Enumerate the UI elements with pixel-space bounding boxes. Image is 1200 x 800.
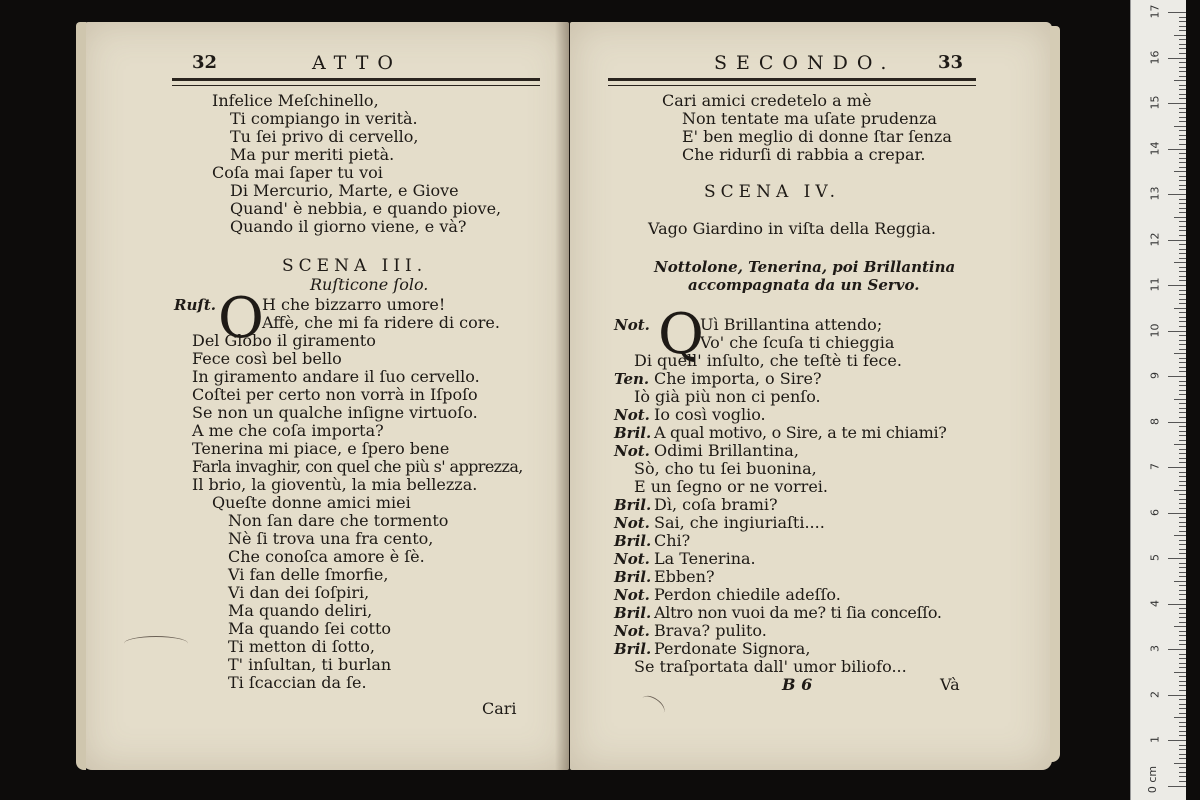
dialogue-line: Brava? pulito. bbox=[654, 621, 767, 640]
ruler-tick bbox=[1179, 540, 1186, 541]
speaker-label: Bril. bbox=[614, 568, 652, 586]
verse-line: Queſte donne amici miei bbox=[212, 493, 411, 512]
ruler-tick bbox=[1179, 235, 1186, 236]
verse-line: Ma pur meriti pietà. bbox=[230, 145, 395, 164]
ruler-tick bbox=[1179, 481, 1186, 482]
verse-line: Il brio, la gioventù, la mia bellezza. bbox=[192, 475, 478, 494]
speaker-label: Bril. bbox=[614, 424, 652, 442]
ruler-tick bbox=[1168, 376, 1186, 377]
ruler-tick bbox=[1179, 253, 1186, 254]
ruler-tick bbox=[1179, 144, 1186, 145]
verse-line: Tenerina mi piace, e ſpero bene bbox=[192, 439, 450, 458]
ruler-tick bbox=[1179, 553, 1186, 554]
ruler-tick bbox=[1179, 208, 1186, 209]
ruler-tick bbox=[1179, 590, 1186, 591]
scene-title-left: SCENA III. bbox=[282, 256, 428, 276]
dialogue-line: Ebben? bbox=[654, 567, 715, 586]
ruler-tick bbox=[1179, 745, 1186, 746]
header-rule-right-thin bbox=[608, 85, 976, 86]
catchword-left: Cari bbox=[482, 699, 517, 718]
ruler-tick bbox=[1179, 385, 1186, 386]
verse-line: Ma quando deliri, bbox=[228, 601, 373, 620]
ruler-tick bbox=[1179, 153, 1186, 154]
verse-line: Farla invaghir, con quel che più s' apprezza, bbox=[192, 457, 523, 476]
ruler-tick bbox=[1179, 94, 1186, 95]
ruler-tick bbox=[1179, 685, 1186, 686]
ruler-number: 15 bbox=[1148, 95, 1162, 110]
ruler-tick bbox=[1179, 221, 1186, 222]
ruler-tick bbox=[1174, 399, 1186, 400]
ruler-tick bbox=[1179, 367, 1186, 368]
speaker-label: Bril. bbox=[614, 604, 652, 622]
ruler-tick bbox=[1179, 676, 1186, 677]
ruler-tick bbox=[1168, 604, 1186, 605]
verse-line: Quando il giorno viene, e và? bbox=[230, 217, 467, 236]
dialogue-line: Di quell' inſulto, che teſtè ti fece. bbox=[634, 351, 902, 370]
ruler-tick bbox=[1179, 735, 1186, 736]
ruler-tick bbox=[1179, 349, 1186, 350]
ruler-tick bbox=[1179, 754, 1186, 755]
speaker-label: Not. bbox=[614, 586, 650, 604]
verse-line: Fece così bel bello bbox=[192, 349, 342, 368]
verse-line: Quand' è nebbia, e quando piove, bbox=[230, 199, 502, 218]
ruler-tick bbox=[1179, 453, 1186, 454]
ruler-tick bbox=[1174, 217, 1186, 218]
ruler-tick bbox=[1179, 640, 1186, 641]
ruler-number: 16 bbox=[1148, 50, 1162, 64]
dialogue-line: Vo' che ſcuſa ti chieggia bbox=[700, 333, 895, 352]
page-number-right: 33 bbox=[938, 52, 964, 73]
ruler-tick bbox=[1174, 262, 1186, 263]
ruler-tick bbox=[1179, 53, 1186, 54]
ruler-number: 14 bbox=[1148, 141, 1162, 155]
ruler-tick bbox=[1179, 658, 1186, 659]
characters-line: accompagnata da un Servo. bbox=[688, 276, 920, 294]
ruler-tick bbox=[1179, 544, 1186, 545]
ruler-tick bbox=[1179, 617, 1186, 618]
ruler-number: 1 bbox=[1148, 736, 1162, 743]
ruler-tick bbox=[1179, 317, 1186, 318]
verse-line: Di Mercurio, Marte, e Giove bbox=[230, 181, 459, 200]
drop-cap-right: Q bbox=[658, 302, 704, 367]
header-rule-left bbox=[172, 78, 540, 81]
dialogue-line: Altro non vuoi da me? ti ſia conceſſo. bbox=[654, 603, 942, 622]
ruler-tick bbox=[1179, 135, 1186, 136]
scene-setting: Vago Giardino in viſta della Reggia. bbox=[648, 219, 937, 238]
verse-line: Infelice Meſchinello, bbox=[212, 91, 379, 110]
ruler-tick bbox=[1179, 321, 1186, 322]
ruler-tick bbox=[1179, 162, 1186, 163]
ruler-tick bbox=[1179, 189, 1186, 190]
verse-line: E' ben meglio di donne ſtar ſenza bbox=[682, 127, 952, 146]
ruler-tick bbox=[1179, 112, 1186, 113]
ruler-tick bbox=[1179, 722, 1186, 723]
verse-line: Non ſan dare che tormento bbox=[228, 511, 449, 530]
dialogue-line: Io così voglio. bbox=[654, 405, 766, 424]
ruler-tick bbox=[1179, 326, 1186, 327]
verse-line: Vi dan dei ſoſpiri, bbox=[228, 583, 370, 602]
verse-line: Cari amici credetelo a mè bbox=[662, 91, 872, 110]
verse-line: Affè, che mi fa ridere di core. bbox=[262, 313, 500, 332]
ruler-tick bbox=[1179, 267, 1186, 268]
speaker-label: Bril. bbox=[614, 640, 652, 658]
ruler-tick bbox=[1179, 21, 1186, 22]
ruler-tick bbox=[1179, 654, 1186, 655]
ruler-tick bbox=[1179, 667, 1186, 668]
page-number-left: 32 bbox=[192, 52, 218, 73]
ruler-tick bbox=[1179, 226, 1186, 227]
dialogue-line: Iò già più non ci penſo. bbox=[634, 387, 821, 406]
ruler-tick bbox=[1179, 290, 1186, 291]
ruler-tick bbox=[1174, 171, 1186, 172]
ruler-tick bbox=[1179, 635, 1186, 636]
ruler-tick bbox=[1179, 408, 1186, 409]
dialogue-line: Che importa, o Sire? bbox=[654, 369, 822, 388]
ruler-tick bbox=[1174, 763, 1186, 764]
ruler-tick bbox=[1179, 344, 1186, 345]
ruler-tick bbox=[1179, 699, 1186, 700]
dialogue-line: Perdonate Signora, bbox=[654, 639, 811, 658]
ruler-tick bbox=[1179, 303, 1186, 304]
ruler-tick bbox=[1179, 39, 1186, 40]
ruler-tick bbox=[1179, 690, 1186, 691]
verse-line: Ma quando ſei cotto bbox=[228, 619, 392, 638]
verse-line: Ti ſcaccian da ſe. bbox=[228, 673, 367, 692]
drop-cap-left: O bbox=[218, 286, 264, 351]
ruler-number: 5 bbox=[1148, 554, 1162, 561]
catchword-right: Và bbox=[940, 675, 960, 694]
ruler-tick bbox=[1179, 585, 1186, 586]
speaker-label: Not. bbox=[614, 622, 650, 640]
ruler-number: 10 bbox=[1148, 323, 1162, 337]
dialogue-line: Sai, che ingiuriaſti.... bbox=[654, 513, 825, 532]
ruler-tick bbox=[1179, 749, 1186, 750]
ruler-number: 13 bbox=[1148, 186, 1162, 201]
ruler-tick bbox=[1179, 563, 1186, 564]
ruler-tick bbox=[1179, 517, 1186, 518]
ruler-tick bbox=[1179, 594, 1186, 595]
ruler-tick bbox=[1168, 422, 1186, 423]
ruler-tick bbox=[1179, 613, 1186, 614]
ruler-number: 7 bbox=[1148, 463, 1162, 470]
ruler-tick bbox=[1179, 271, 1186, 272]
ruler-tick bbox=[1179, 212, 1186, 213]
ruler-number: 9 bbox=[1148, 372, 1162, 379]
ruler-tick bbox=[1179, 71, 1186, 72]
ruler-tick bbox=[1179, 294, 1186, 295]
ruler-tick bbox=[1168, 331, 1186, 332]
dialogue-line: Perdon chiedile adeſſo. bbox=[654, 585, 841, 604]
ruler-tick bbox=[1179, 230, 1186, 231]
dialogue-line: Se traſportata dall' umor biliofo... bbox=[634, 657, 907, 676]
ruler-tick bbox=[1168, 467, 1186, 468]
ruler-tick bbox=[1179, 499, 1186, 500]
ruler-number: 4 bbox=[1148, 599, 1162, 607]
ruler-tick bbox=[1168, 285, 1186, 286]
ruler-number: 3 bbox=[1148, 645, 1162, 652]
ruler-tick bbox=[1179, 522, 1186, 523]
speaker-label: Not. bbox=[614, 316, 650, 334]
ruler-tick bbox=[1168, 58, 1186, 59]
ruler-tick bbox=[1179, 412, 1186, 413]
ruler-tick bbox=[1179, 508, 1186, 509]
ruler-number: 6 bbox=[1148, 508, 1162, 516]
ink-mark bbox=[638, 692, 668, 719]
dialogue-line: Uì Brillantina attendo; bbox=[700, 315, 883, 334]
ruler-tick bbox=[1174, 535, 1186, 536]
ruler-tick bbox=[1179, 89, 1186, 90]
verse-line: Nè ſi trova una fra cento, bbox=[228, 529, 434, 548]
dialogue-line: Sò, cho tu ſei buonina, bbox=[634, 459, 817, 478]
ruler-tick bbox=[1179, 631, 1186, 632]
ruler-tick bbox=[1179, 781, 1186, 782]
ruler-tick bbox=[1179, 249, 1186, 250]
ruler-number: 8 bbox=[1148, 417, 1162, 425]
ruler-tick bbox=[1179, 417, 1186, 418]
verse-line: In giramento andare il ſuo cervello. bbox=[192, 367, 480, 386]
dialogue-line: E un ſegno or ne vorrei. bbox=[634, 477, 828, 496]
ruler-tick bbox=[1174, 490, 1186, 491]
ruler-tick bbox=[1179, 390, 1186, 391]
left-page bbox=[82, 22, 569, 770]
ruler-tick bbox=[1179, 449, 1186, 450]
ruler-tick bbox=[1174, 308, 1186, 309]
ruler-tick bbox=[1179, 431, 1186, 432]
ruler-tick bbox=[1179, 403, 1186, 404]
scene-subtitle-left: Ruſticone ſolo. bbox=[310, 275, 429, 294]
verse-line: Del Globo il giramento bbox=[192, 331, 376, 350]
ruler-tick bbox=[1179, 158, 1186, 159]
ruler-tick bbox=[1179, 713, 1186, 714]
dialogue-line: Dì, coſa brami? bbox=[654, 495, 778, 514]
ruler-tick bbox=[1174, 80, 1186, 81]
speaker-label: Ten. bbox=[614, 370, 650, 388]
ruler-tick bbox=[1168, 695, 1186, 696]
dialogue-line: Chi? bbox=[654, 531, 691, 550]
ruler-number: 11 bbox=[1148, 277, 1162, 292]
ruler-tick bbox=[1174, 353, 1186, 354]
ruler-tick bbox=[1179, 185, 1186, 186]
verse-line: Tu ſei privo di cervello, bbox=[230, 127, 419, 146]
ruler-tick bbox=[1179, 130, 1186, 131]
verse-line: Ti compiango in verità. bbox=[230, 109, 418, 128]
ruler-tick bbox=[1168, 740, 1186, 741]
ruler-tick bbox=[1179, 340, 1186, 341]
ruler-tick bbox=[1174, 126, 1186, 127]
speaker-label: Bril. bbox=[614, 532, 652, 550]
ruler-tick bbox=[1179, 462, 1186, 463]
ruler-tick bbox=[1179, 44, 1186, 45]
ruler-tick bbox=[1168, 558, 1186, 559]
speaker-label: Not. bbox=[614, 550, 650, 568]
ruler-tick bbox=[1179, 199, 1186, 200]
ruler-tick bbox=[1179, 567, 1186, 568]
verse-line: Ti metton di ſotto, bbox=[228, 637, 375, 656]
ruler-tick bbox=[1179, 503, 1186, 504]
ruler-tick bbox=[1179, 108, 1186, 109]
ruler-tick bbox=[1179, 681, 1186, 682]
ruler-tick bbox=[1179, 526, 1186, 527]
ruler-tick bbox=[1179, 381, 1186, 382]
ruler-tick bbox=[1179, 76, 1186, 77]
ruler-tick bbox=[1168, 12, 1186, 13]
ruler-tick bbox=[1179, 176, 1186, 177]
ruler-tick bbox=[1179, 531, 1186, 532]
ruler-tick bbox=[1179, 731, 1186, 732]
dialogue-line: Odimi Brillantina, bbox=[654, 441, 799, 460]
ruler-tick bbox=[1179, 203, 1186, 204]
ruler-unit-label: 0 cm bbox=[1146, 765, 1160, 794]
ruler-tick bbox=[1179, 622, 1186, 623]
ruler-tick bbox=[1179, 17, 1186, 18]
ruler-tick bbox=[1179, 767, 1186, 768]
ruler-tick bbox=[1179, 26, 1186, 27]
ruler-tick bbox=[1174, 626, 1186, 627]
ruler-tick bbox=[1179, 62, 1186, 63]
speaker-label: Not. bbox=[614, 442, 650, 460]
ruler-tick bbox=[1179, 608, 1186, 609]
ruler-tick bbox=[1179, 167, 1186, 168]
ruler-tick bbox=[1179, 549, 1186, 550]
ruler-tick bbox=[1168, 149, 1186, 150]
ruler-tick bbox=[1168, 240, 1186, 241]
ruler-tick bbox=[1174, 35, 1186, 36]
ruler-tick bbox=[1179, 98, 1186, 99]
running-head-right: SECONDO. bbox=[714, 52, 896, 74]
speaker-label: Not. bbox=[614, 514, 650, 532]
speaker-label: Not. bbox=[614, 406, 650, 424]
ruler-tick bbox=[1179, 180, 1186, 181]
ruler-tick bbox=[1179, 440, 1186, 441]
ruler-tick bbox=[1179, 276, 1186, 277]
speaker-label: Ruſt. bbox=[174, 296, 216, 314]
running-head-left: ATTO bbox=[312, 52, 402, 74]
ruler-tick bbox=[1179, 362, 1186, 363]
ruler-tick bbox=[1179, 48, 1186, 49]
verse-line: Che conoſca amore è ſè. bbox=[228, 547, 425, 566]
verse-line: A me che coſa importa? bbox=[192, 421, 384, 440]
ruler-tick bbox=[1179, 708, 1186, 709]
ruler-number: 17 bbox=[1148, 4, 1162, 19]
verse-line: H che bizzarro umore! bbox=[262, 295, 446, 314]
characters-line: Nottolone, Tenerina, poi Brillantina bbox=[654, 258, 956, 276]
ruler-tick bbox=[1168, 786, 1186, 787]
header-rule-left-thin bbox=[172, 85, 540, 86]
dialogue-line: A qual motivo, o Sire, a te mi chiami? bbox=[654, 423, 947, 442]
verse-line: T' inſultan, ti burlan bbox=[228, 655, 392, 674]
pencil-mark bbox=[124, 636, 188, 651]
ruler-tick bbox=[1179, 572, 1186, 573]
ruler-tick bbox=[1179, 663, 1186, 664]
dialogue-line: La Tenerina. bbox=[654, 549, 756, 568]
ruler-tick bbox=[1174, 672, 1186, 673]
verse-line: Coſa mai ſaper tu voi bbox=[212, 163, 383, 182]
signature-mark: B 6 bbox=[782, 675, 813, 694]
ruler-tick bbox=[1179, 280, 1186, 281]
ruler-tick bbox=[1179, 704, 1186, 705]
verse-line: Che ridurſi di rabbia a crepar. bbox=[682, 145, 926, 164]
ruler-tick bbox=[1179, 494, 1186, 495]
ruler-tick bbox=[1179, 258, 1186, 259]
ruler-tick bbox=[1179, 576, 1186, 577]
ruler-tick bbox=[1174, 717, 1186, 718]
ruler-tick bbox=[1179, 30, 1186, 31]
ruler-tick bbox=[1179, 776, 1186, 777]
ruler-tick bbox=[1179, 726, 1186, 727]
ruler-tick bbox=[1174, 444, 1186, 445]
ruler-tick bbox=[1179, 772, 1186, 773]
ruler-tick bbox=[1179, 121, 1186, 122]
ruler-tick bbox=[1168, 513, 1186, 514]
header-rule-right bbox=[608, 78, 976, 81]
ruler-tick bbox=[1179, 139, 1186, 140]
ruler-tick bbox=[1179, 299, 1186, 300]
verse-line: Coſtei per certo non vorrà in Iſpoſo bbox=[192, 385, 478, 404]
ruler-tick bbox=[1168, 649, 1186, 650]
speaker-label: Bril. bbox=[614, 496, 652, 514]
ruler-tick bbox=[1179, 758, 1186, 759]
ruler-tick bbox=[1168, 103, 1186, 104]
scale-ruler bbox=[1130, 0, 1186, 800]
ruler-tick bbox=[1179, 371, 1186, 372]
verse-line: Non tentate ma uſate prudenza bbox=[682, 109, 937, 128]
ruler-tick bbox=[1179, 335, 1186, 336]
ruler-tick bbox=[1179, 435, 1186, 436]
right-page bbox=[570, 22, 1052, 770]
ruler-number: 12 bbox=[1148, 232, 1162, 246]
ruler-number: 2 bbox=[1148, 690, 1162, 698]
ruler-tick bbox=[1179, 472, 1186, 473]
ruler-tick bbox=[1179, 644, 1186, 645]
ruler-tick bbox=[1179, 485, 1186, 486]
ruler-tick bbox=[1179, 458, 1186, 459]
ruler-tick bbox=[1179, 599, 1186, 600]
ruler-tick bbox=[1179, 394, 1186, 395]
ruler-tick bbox=[1179, 244, 1186, 245]
ruler-tick bbox=[1179, 426, 1186, 427]
verse-line: Se non un qualche inſigne virtuoſo. bbox=[192, 403, 478, 422]
ruler-tick bbox=[1179, 85, 1186, 86]
ruler-tick bbox=[1179, 476, 1186, 477]
ruler-tick bbox=[1179, 67, 1186, 68]
ruler-tick bbox=[1179, 117, 1186, 118]
ruler-tick bbox=[1168, 194, 1186, 195]
scene-title-right: SCENA IV. bbox=[704, 182, 841, 202]
ruler-tick bbox=[1179, 358, 1186, 359]
verse-line: Vi fan delle ſmorfie, bbox=[228, 565, 389, 584]
ruler-tick bbox=[1179, 312, 1186, 313]
ruler-tick bbox=[1174, 581, 1186, 582]
